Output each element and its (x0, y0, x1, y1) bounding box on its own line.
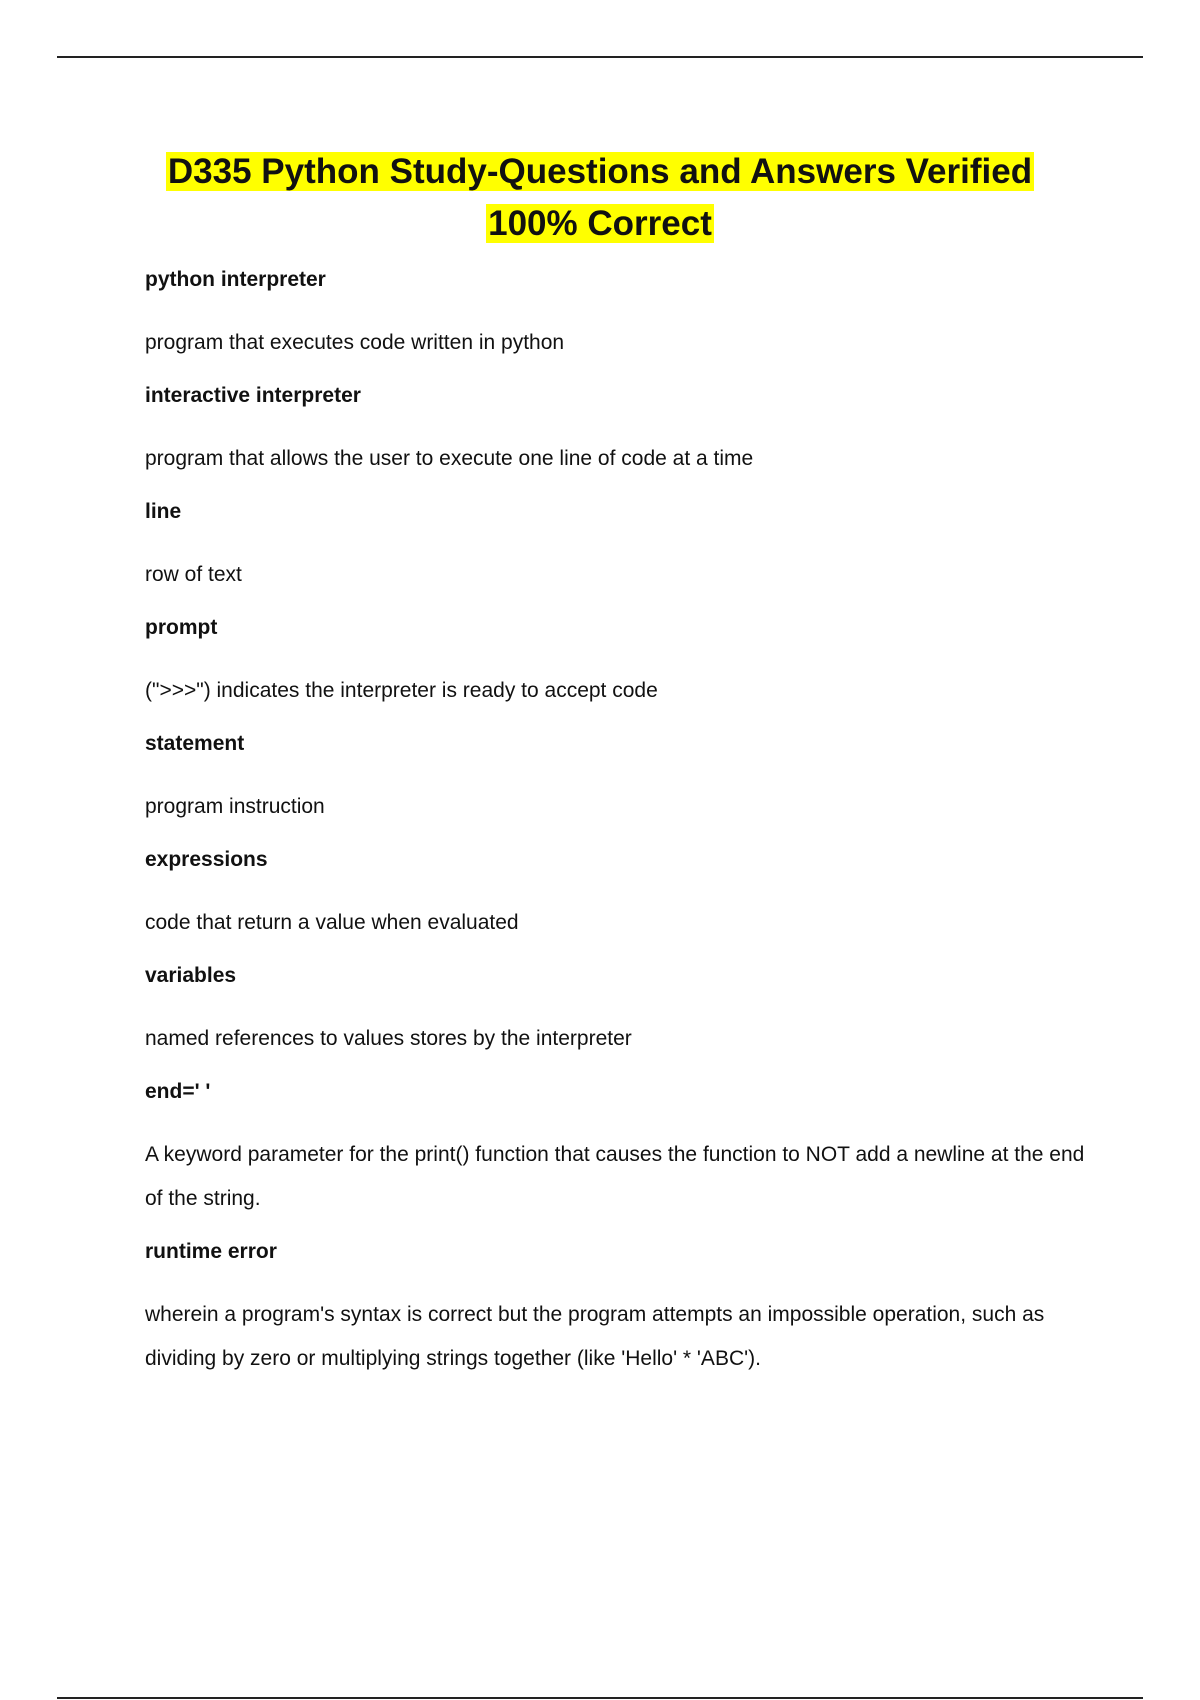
qa-entry-statement (145, 729, 1085, 829)
term: interactive interpreter (145, 384, 361, 407)
definition: (">>>") indicates the interpreter is ready to accept code (145, 679, 658, 702)
definition: program that executes code written in python (145, 331, 565, 354)
term: expressions (145, 848, 268, 871)
qa-entry-line (145, 497, 1085, 597)
term: variables (145, 964, 237, 987)
qa-entry-prompt (145, 613, 1085, 713)
term: python interpreter (145, 268, 326, 291)
qa-entry-runtime-error (145, 1237, 1085, 1381)
term: runtime error (145, 1240, 277, 1263)
qa-entry-interactive-interpreter (145, 381, 1085, 481)
qa-list (145, 265, 1085, 1397)
qa-entry-variables (145, 961, 1085, 1061)
definition: wherein a program's syntax is correct but the program attempts an impossible operation, such as dividing by zero or multiplying strings together (like 'Hello' * 'ABC'). (145, 1303, 1045, 1370)
definition: program instruction (145, 795, 325, 818)
definition: named references to values stores by the interpreter (145, 1027, 632, 1050)
term: statement (145, 732, 245, 755)
top-rule (57, 56, 1143, 58)
definition: row of text (145, 563, 242, 586)
definition: program that allows the user to execute one line of code at a time (145, 447, 754, 470)
definition: code that return a value when evaluated (145, 911, 519, 934)
bottom-rule (57, 1697, 1143, 1699)
qa-entry-end-param (145, 1077, 1085, 1221)
title-line-2: 100% Correct (488, 204, 712, 243)
term: prompt (145, 616, 218, 639)
title-line-1: D335 Python Study-Questions and Answers Verified (167, 152, 1033, 191)
definition: A keyword parameter for the print() function that causes the function to NOT add a newline at the end of the string. (145, 1143, 1085, 1210)
page-title (150, 146, 1050, 250)
term: end=' ' (145, 1080, 211, 1103)
term: line (145, 500, 182, 523)
document-title (0, 146, 1200, 250)
qa-entry-expressions (145, 845, 1085, 945)
qa-entry-python-interpreter (145, 265, 1085, 365)
